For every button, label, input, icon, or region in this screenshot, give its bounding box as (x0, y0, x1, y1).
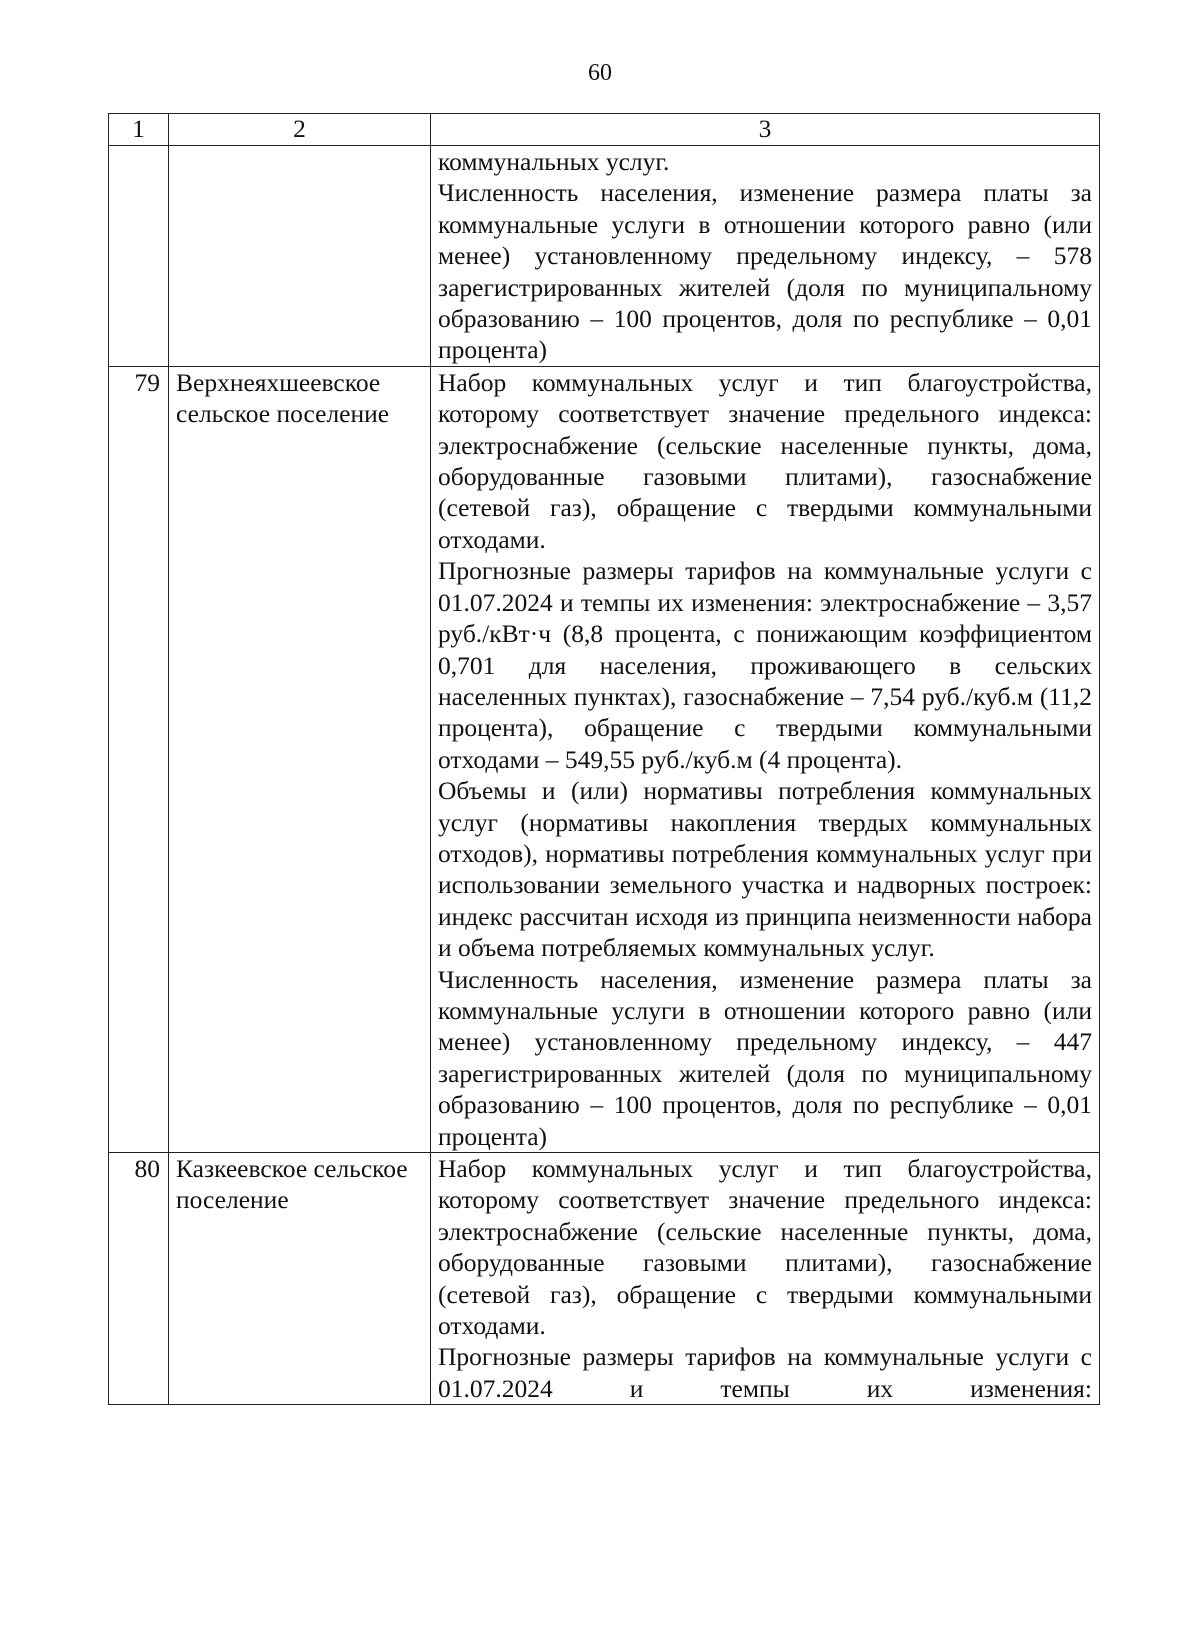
paragraph: Объемы и (или) нормативы потребления коммунальных услуг (нормативы накопления твердых коммунальных отходов), нормативы потребления коммунальных услуг при использовании земельного участка и надворных построек: индекс рассчитан исходя из принципа неизменности набора и объема потребляемых коммунальных услуг. (438, 776, 1092, 963)
row-description (431, 1153, 1100, 1405)
paragraph: Численность населения, изменение размера платы за коммунальные услуги в отношении которого равно (или менее) установленному предельному индексу, – 578 зарегистрированных жителей (доля по муниципальному образованию – 100 процентов, доля по республике – 0,01 процента) (438, 178, 1092, 365)
column-header-1: 1 (109, 114, 169, 146)
tariff-table (108, 113, 1100, 1405)
table-header-row (109, 114, 1100, 146)
municipality-name: Верхнеяхшеевское сельское поселение (169, 366, 431, 1152)
row-description (431, 146, 1100, 367)
table-row-79 (109, 366, 1100, 1152)
paragraph: Прогнозные размеры тарифов на коммунальные услуги с 01.07.2024 и темпы их изменения: электроснабжение – 3,57 руб./кВт·ч (8,8 процента, с понижающим коэффициентом 0,701 для населения, проживающего в сельских населенных пунктах), газоснабжение – 7,54 руб./куб.м (11,2 процента), обращение с твердыми коммунальными отходами – 549,55 руб./куб.м (4 процента). (438, 556, 1092, 774)
page-number: 60 (588, 60, 612, 86)
table-row-80 (109, 1153, 1100, 1405)
paragraph: коммунальных услуг. (438, 147, 670, 176)
column-header-2: 2 (169, 114, 431, 146)
row-number: 80 (109, 1153, 169, 1405)
paragraph: Численность населения, изменение размера платы за коммунальные услуги в отношении которого равно (или менее) установленному предельному индексу, – 447 зарегистрированных жителей (доля по муниципальному образованию – 100 процентов, доля по республике – 0,01 процента) (438, 964, 1092, 1151)
row-description (431, 366, 1100, 1152)
municipality-name: Казкеевское сельское поселение (169, 1153, 431, 1405)
municipality-name (169, 146, 431, 367)
paragraph: Прогнозные размеры тарифов на коммунальные услуги с 01.07.2024 и темпы их изменения: (438, 1342, 1092, 1403)
row-number: 79 (109, 366, 169, 1152)
column-header-3: 3 (431, 114, 1100, 146)
paragraph: Набор коммунальных услуг и тип благоустройства, которому соответствует значение предельного индекса: электроснабжение (сельские населенные пункты, дома, оборудованные газовыми плитами), газоснабжение (сетевой газ), обращение с твердыми коммунальными отходами. (438, 1154, 1092, 1341)
table-row-continuation (109, 146, 1100, 367)
paragraph: Набор коммунальных услуг и тип благоустройства, которому соответствует значение предельного индекса: электроснабжение (сельские населенные пункты, дома, оборудованные газовыми плитами), газоснабжение (сетевой газ), обращение с твердыми коммунальными отходами. (438, 367, 1092, 554)
row-number (109, 146, 169, 367)
